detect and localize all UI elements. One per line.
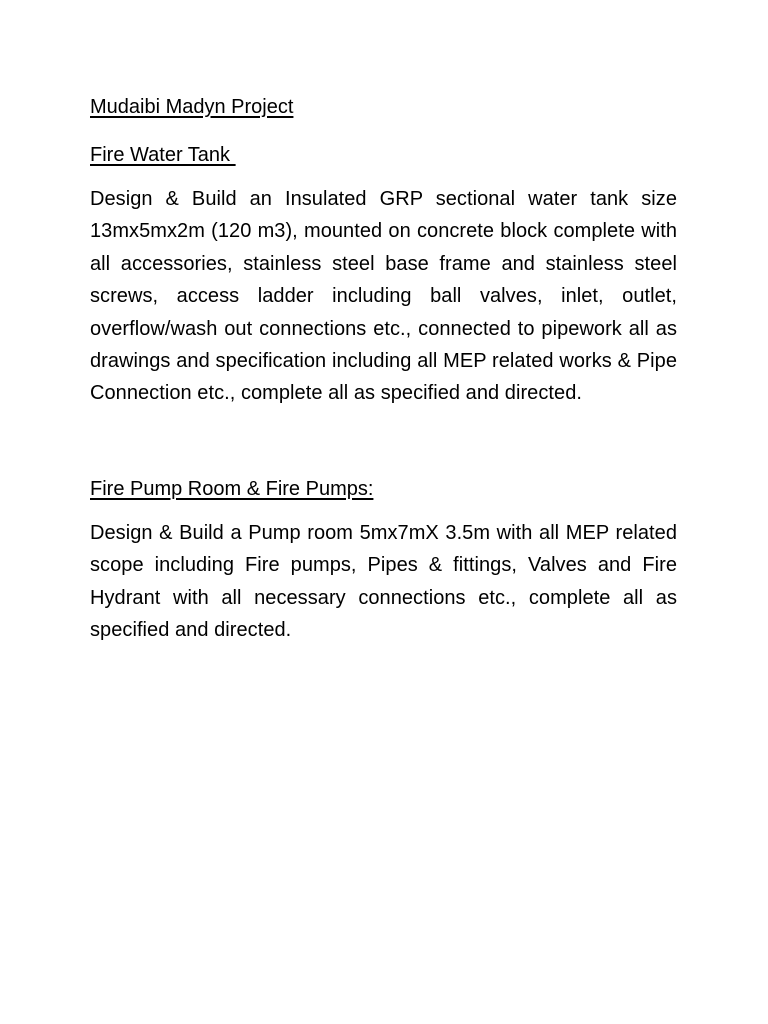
project-title: Mudaibi Madyn Project — [90, 96, 294, 118]
section-heading-fire-pump-room: Fire Pump Room & Fire Pumps: — [90, 478, 374, 500]
section-body-fire-pump-room: Design & Build a Pump room 5mx7mX 3.5m with all MEP related scope including Fire pumps, Pipes & fittings, Valves and Fire Hydrant with all necessary connections etc., complete all as specified and directed. — [90, 522, 677, 642]
section-heading-fire-water-tank: Fire Water Tank — [90, 144, 236, 166]
section-body-fire-water-tank: Design & Build an Insulated GRP sectional water tank size 13mx5mx2m (120 m3), mounted on concrete block complete with all accessories, stainless steel base frame and stainless steel screws, access ladder including ball valves, inlet, outlet, overflow/wash out connections etc., connected to pipework all as drawings and specification including all MEP related works & Pipe Connection etc., complete all as specified and directed. — [90, 188, 677, 405]
